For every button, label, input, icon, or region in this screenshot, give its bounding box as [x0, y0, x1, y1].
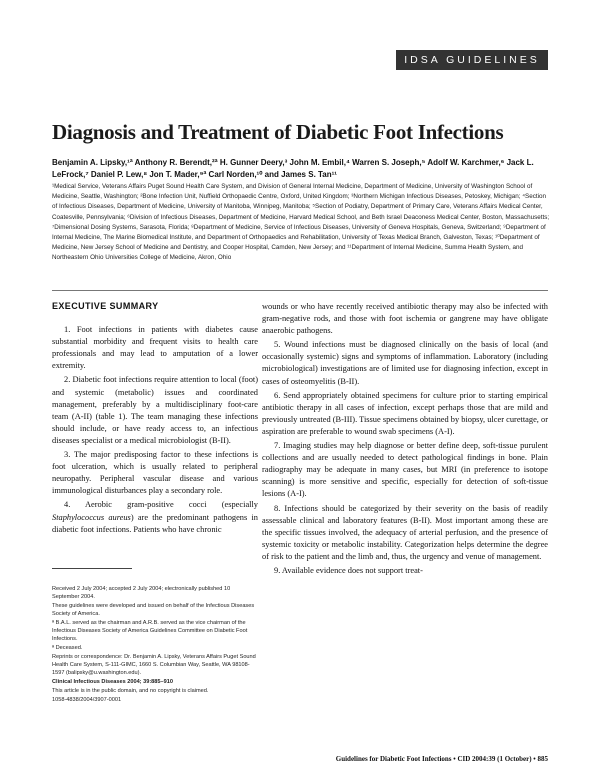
summary-paragraph-5: 5. Wound infections must be diagnosed clinically on the basis of local (and occasionally systemic) signs and symptoms of inflammation. Laboratory (including microbiological) investigations are of limited use for diagnosing infection, except in cases of osteomyelitis (B-II). [262, 340, 548, 386]
summary-paragraph-3: 3. The major predisposing factor to these infections is foot ulceration, which is usually related to peripheral neuropathy. Peripheral vascular disease and various immunological disturbances play a secondary role. [52, 450, 258, 496]
footnotes [52, 585, 258, 705]
footnote-chairmen: ª B.A.L. served as the chairman and A.R.B. served as the vice chairman of the Infectious Diseases Society of America Guidelines Committee on Diabetic Foot Infections. [52, 620, 248, 642]
right-column [262, 301, 548, 579]
summary-paragraph-1: 1. Foot infections in patients with diabetes cause substantial morbidity and frequent visits to health care professionals and may lead to amputation of a lower extremity. [52, 325, 258, 371]
summary-paragraph-4-continued: wounds or who have recently received antibiotic therapy may also be infected with gram-negative rods, and those with foot ischemia or gangrene may have obligate anaerobic pathogens. [262, 302, 548, 336]
left-column [52, 300, 258, 538]
header-divider [52, 290, 548, 291]
author-affiliations: ¹Medical Service, Veterans Affairs Puget Sound Health Care System, and Division of General Internal Medicine, Department of Medicine, University of Washington School of Medicine, Seattle, Washington; ²Bone Infection Unit, Nuffield Orthopaedic Centre, Oxford, United Kingdom; ³Northern Michigan Infectious Diseases, Petoskey, Michigan; ⁴Section of Infectious Diseases, Department of Medicine, University of Manitoba, Winnipeg, Manitoba; ⁵Section of Podiatry, Department of Primary Care, Veterans Affairs Medical Center, Coatesville, Pennsylvania; ⁶Division of Infectious Diseases, Department of Medicine, Harvard Medical School, and Beth Israel Deaconess Medical Center, Boston, Massachusetts; ⁷Dimensional Dosing Systems, Sarasota, Florida; ⁸Department of Medicine, Service of Infectious Diseases, University of Geneva Hospitals, Geneva, Switzerland; ⁹Department of Internal Medicine, The Marine Biomedical Institute, and Department of Orthopaedics and Rehabilitation, University of Texas Medical Branch, Galveston, Texas; ¹⁰Department of Medicine, New Jersey School of Medicine and Dentistry, and Cooper Hospital, Camden, New Jersey; and ¹¹Department of Internal Medicine, Summa Health System, and Northeastern Ohio Universities College of Medicine, Akron, Ohio [52, 183, 550, 262]
author-list: Benjamin A. Lipsky,¹ª Anthony R. Berendt,²ª H. Gunner Deery,³ John M. Embil,⁴ Warren S. Joseph,⁵ Adolf W. Karchmer,⁶ Jack L. LeFrock,⁷ Daniel P. Lew,⁸ Jon T. Mader,⁹ª Carl Norden,¹⁰ and James S. Tan¹¹ [52, 158, 534, 179]
reprints-correspondence: Reprints or correspondence: Dr. Benjamin A. Lipsky, Veterans Affairs Puget Sound Health Care System, S-111-GIMC, 1660 S. Columbian Way, Seattle, WA 98108-1597 (balipsky@u.washington.edu). [52, 654, 256, 676]
footnote-deceased: ª Deceased. [52, 645, 83, 651]
received-dates: Received 2 July 2004; accepted 2 July 2004; electronically published 10 September 2004. [52, 586, 231, 600]
paragraph-4-organism: Staphylococcus aureus [52, 512, 131, 522]
footnote-divider [52, 568, 132, 569]
summary-paragraph-9: 9. Available evidence does not support treat- [274, 565, 423, 575]
footnote-guidelines: These guidelines were developed and issued on behalf of the Infectious Diseases Society of America. [52, 603, 255, 617]
section-heading: EXECUTIVE SUMMARY [52, 301, 159, 311]
issn-line: 1058-4838/2004/3907-0001 [52, 697, 122, 703]
paragraph-4-end: ) are the predominant pathogens in diabetic foot infections. Patients who have chronic [52, 512, 258, 534]
page-footer: Guidelines for Diabetic Foot Infections • CID 2004:39 (1 October) • 885 [335, 755, 548, 763]
summary-paragraph-4 [52, 499, 258, 535]
public-domain-note: This article is in the public domain, and no copyright is claimed. [52, 688, 209, 694]
article-title: Diagnosis and Treatment of Diabetic Foot Infections [52, 120, 504, 144]
summary-paragraph-7: 7. Imaging studies may help diagnose or better define deep, soft-tissue purulent collections and are usually needed to detect pathological findings in bone. Plain radiography may be adequate in many cases, but MRI (in preference to isotope scanning) is more sensitive and specific, especially for detection of soft-tissue lesions (A-I). [262, 441, 548, 499]
section-banner: IDSA GUIDELINES [396, 50, 548, 70]
summary-paragraph-8: 8. Infections should be categorized by their severity on the basis of readily assessable clinical and laboratory features (B-II). Most important among these are the specific tissues involved, the adequacy of arterial perfusion, and the presence of systemic toxicity or metabolic instability. Categorization helps determine the degree of risk to the patient and the limb and, thus, the urgency and venue of management. [262, 503, 548, 561]
journal-citation: Clinical Infectious Diseases 2004; 39:885–910 [52, 679, 173, 685]
summary-paragraph-2: 2. Diabetic foot infections require attention to local (foot) and systemic (metabolic) issues and coordinated management, preferably by a multidisciplinary foot-care team (A-II) (table 1). The team managing these infections should include, or have ready access to, an infectious diseases specialist or a medical microbiologist (B-II). [52, 375, 258, 445]
paragraph-4-start: 4. Aerobic gram-positive cocci (especially [64, 500, 258, 510]
summary-paragraph-6: 6. Send appropriately obtained specimens for culture prior to starting empirical antibiotic therapy in all cases of infection, except perhaps those that are mild and previously untreated (B-III). Tissue specimens obtained by biopsy, ulcer curettage, or aspiration are preferable to wound swab specimens (A-I). [262, 390, 548, 436]
